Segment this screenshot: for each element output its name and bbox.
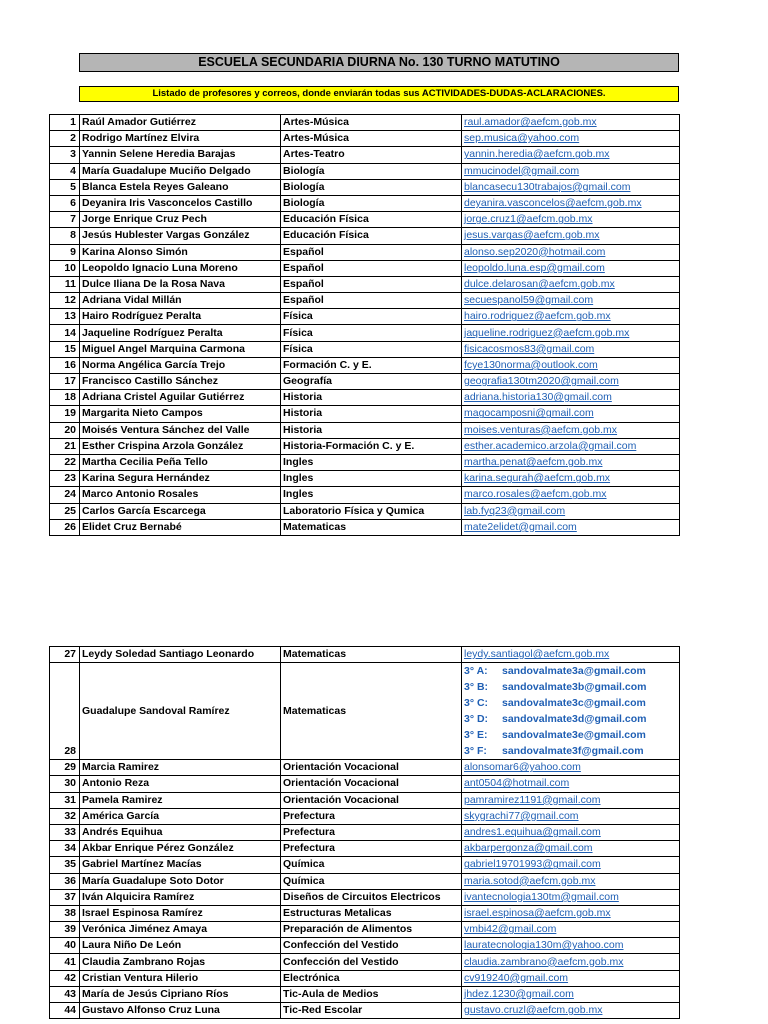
- email-link[interactable]: marco.rosales@aefcm.gob.mx: [464, 488, 607, 501]
- row-number: 22: [50, 454, 80, 470]
- email-link[interactable]: fisicacosmos83@gmail.com: [464, 342, 595, 355]
- group-email: sandovalmate3c@gmail.com: [502, 697, 646, 710]
- row-number: 7: [50, 212, 80, 228]
- row-number: 4: [50, 163, 80, 179]
- email-cell: [462, 487, 680, 503]
- subject: Artes-Teatro: [281, 147, 462, 163]
- email-link[interactable]: mmucinodel@gmail.com: [464, 164, 580, 177]
- table-row: [50, 857, 680, 873]
- subject: Historia: [281, 406, 462, 422]
- subject: Preparación de Alimentos: [281, 922, 462, 938]
- email-cell: [462, 195, 680, 211]
- teacher-name: Iván Alquicira Ramírez: [80, 889, 281, 905]
- email-cell: [462, 503, 680, 519]
- email-cell: [462, 792, 680, 808]
- table-row: [50, 309, 680, 325]
- email-line[interactable]: [464, 695, 677, 711]
- table-row: [50, 454, 680, 470]
- teacher-name: Adriana Cristel Aguilar Gutiérrez: [80, 390, 281, 406]
- email-cell: [462, 824, 680, 840]
- subject: Orientación Vocacional: [281, 760, 462, 776]
- email-link[interactable]: karina.segurah@aefcm.gob.mx: [464, 472, 611, 485]
- row-number: 44: [50, 1003, 80, 1019]
- row-number: 26: [50, 519, 80, 535]
- email-link[interactable]: mate2elidet@gmail.com: [464, 520, 577, 533]
- table-row: [50, 889, 680, 905]
- email-link[interactable]: hairo.rodriguez@aefcm.gob.mx: [464, 310, 611, 323]
- teacher-name: Martha Cecilia Peña Tello: [80, 454, 281, 470]
- teacher-name: Marcia Ramirez: [80, 760, 281, 776]
- email-link[interactable]: pamramirez1191@gmail.com: [464, 793, 601, 806]
- row-number: 25: [50, 503, 80, 519]
- subject: Biología: [281, 195, 462, 211]
- teacher-name: Karina Segura Hernández: [80, 471, 281, 487]
- group-label: 3° F:: [464, 745, 487, 758]
- subject: Confección del Vestido: [281, 938, 462, 954]
- email-cell: [462, 922, 680, 938]
- email-cell: [462, 276, 680, 292]
- document-title: ESCUELA SECUNDARIA DIURNA No. 130 TURNO MATUTINO: [79, 53, 679, 72]
- row-number: 39: [50, 922, 80, 938]
- table-row: [50, 374, 680, 390]
- group-label: 3° B:: [464, 681, 489, 694]
- email-cell: [462, 857, 680, 873]
- email-cell: [462, 519, 680, 535]
- table-row: [50, 776, 680, 792]
- email-link[interactable]: esther.academico.arzola@gmail.com: [464, 439, 637, 452]
- email-cell: [462, 212, 680, 228]
- table-row: [50, 471, 680, 487]
- teacher-name: Verónica Jiménez Amaya: [80, 922, 281, 938]
- email-link[interactable]: akbarpergonza@gmail.com: [464, 842, 593, 855]
- row-number: 38: [50, 905, 80, 921]
- row-number: 6: [50, 195, 80, 211]
- row-number: 29: [50, 760, 80, 776]
- row-number: 43: [50, 986, 80, 1002]
- subject: Historia: [281, 422, 462, 438]
- table-row: [50, 792, 680, 808]
- email-link[interactable]: jhdez.1230@gmail.com: [464, 987, 574, 1000]
- email-cell: [462, 760, 680, 776]
- subject: Español: [281, 260, 462, 276]
- table-row: [50, 163, 680, 179]
- email-link[interactable]: secuespanol59@gmail.com: [464, 294, 594, 307]
- email-cell: [462, 374, 680, 390]
- table-row: [50, 325, 680, 341]
- subject: Español: [281, 276, 462, 292]
- email-link[interactable]: gabriel19701993@gmail.com: [464, 858, 601, 871]
- email-cell: [462, 663, 680, 760]
- row-number: 9: [50, 244, 80, 260]
- teacher-name: Akbar Enrique Pérez González: [80, 841, 281, 857]
- subject: Confección del Vestido: [281, 954, 462, 970]
- teacher-name: María de Jesús Cipriano Ríos: [80, 986, 281, 1002]
- table-row: [50, 212, 680, 228]
- table-row: [50, 663, 680, 760]
- teacher-name: Cristian Ventura Hilerio: [80, 970, 281, 986]
- row-number: 24: [50, 487, 80, 503]
- subject: Matematicas: [281, 647, 462, 663]
- subject: Geografía: [281, 374, 462, 390]
- email-link[interactable]: leydy.santiagol@aefcm.gob.mx: [464, 648, 610, 661]
- teacher-name: Carlos García Escarcega: [80, 503, 281, 519]
- email-link[interactable]: adriana.historia130@gmail.com: [464, 391, 612, 404]
- email-link[interactable]: vmbi42@gmail.com: [464, 923, 557, 936]
- email-cell: [462, 309, 680, 325]
- email-link[interactable]: alonsomar6@yahoo.com: [464, 761, 581, 774]
- email-link[interactable]: magocamposni@gmail.com: [464, 407, 594, 420]
- table-row: [50, 647, 680, 663]
- email-cell: [462, 970, 680, 986]
- email-cell: [462, 115, 680, 131]
- email-cell: [462, 438, 680, 454]
- row-number: 33: [50, 824, 80, 840]
- table-row: [50, 503, 680, 519]
- subject: Prefectura: [281, 824, 462, 840]
- row-number: 21: [50, 438, 80, 454]
- row-number: 31: [50, 792, 80, 808]
- teacher-name: Gustavo Alfonso Cruz Luna: [80, 1003, 281, 1019]
- row-number: 20: [50, 422, 80, 438]
- teacher-name: María Guadalupe Soto Dotor: [80, 873, 281, 889]
- table-row: [50, 147, 680, 163]
- teacher-name: Miguel Angel Marquina Carmona: [80, 341, 281, 357]
- subject: Español: [281, 244, 462, 260]
- subject: Orientación Vocacional: [281, 792, 462, 808]
- row-number: 12: [50, 293, 80, 309]
- group-label: 3° A:: [464, 665, 488, 678]
- email-link[interactable]: lauratecnologia130m@yahoo.com: [464, 939, 624, 952]
- email-cell: [462, 889, 680, 905]
- row-number: 2: [50, 131, 80, 147]
- email-cell: [462, 163, 680, 179]
- table-row: [50, 760, 680, 776]
- teacher-name: Karina Alonso Simón: [80, 244, 281, 260]
- table-row: [50, 244, 680, 260]
- teacher-name: Margarita Nieto Campos: [80, 406, 281, 422]
- subject: Laboratorio Física y Qumica: [281, 503, 462, 519]
- table-row: [50, 179, 680, 195]
- table-row: [50, 438, 680, 454]
- email-link[interactable]: israel.espinosa@aefcm.gob.mx: [464, 906, 611, 919]
- email-cell: [462, 954, 680, 970]
- email-link[interactable]: alonso.sep2020@hotmail.com: [464, 245, 606, 258]
- table-row: [50, 406, 680, 422]
- table-row: [50, 922, 680, 938]
- table-row: [50, 487, 680, 503]
- table-row: [50, 422, 680, 438]
- email-link[interactable]: andres1.equihua@gmail.com: [464, 826, 601, 839]
- row-number: 16: [50, 357, 80, 373]
- email-cell: [462, 808, 680, 824]
- email-cell: [462, 1003, 680, 1019]
- subject: Química: [281, 873, 462, 889]
- teacher-name: Laura Niño De León: [80, 938, 281, 954]
- email-link[interactable]: martha.penat@aefcm.gob.mx: [464, 456, 603, 469]
- subject: Electrónica: [281, 970, 462, 986]
- email-line[interactable]: [464, 727, 677, 743]
- email-cell: [462, 873, 680, 889]
- table-row: [50, 808, 680, 824]
- document-subtitle: Listado de profesores y correos, donde enviarán todas sus ACTIVIDADES-DUDAS-ACLARACIONES.: [79, 86, 679, 102]
- subject: Orientación Vocacional: [281, 776, 462, 792]
- subject: Ingles: [281, 454, 462, 470]
- table-row: [50, 228, 680, 244]
- subject: Estructuras Metalicas: [281, 905, 462, 921]
- email-cell: [462, 841, 680, 857]
- teacher-name: Jorge Enrique Cruz Pech: [80, 212, 281, 228]
- row-number: 35: [50, 857, 80, 873]
- subject: Física: [281, 309, 462, 325]
- email-cell: [462, 293, 680, 309]
- subject: Prefectura: [281, 841, 462, 857]
- email-cell: [462, 244, 680, 260]
- email-cell: [462, 357, 680, 373]
- subject: Matematicas: [281, 663, 462, 760]
- group-email: sandovalmate3b@gmail.com: [502, 681, 647, 694]
- row-number: 40: [50, 938, 80, 954]
- table-row: [50, 115, 680, 131]
- group-label: 3° E:: [464, 729, 488, 742]
- teacher-name: Norma Angélica García Trejo: [80, 357, 281, 373]
- table-row: [50, 131, 680, 147]
- teacher-name: América García: [80, 808, 281, 824]
- email-line[interactable]: [464, 711, 677, 727]
- email-link[interactable]: raul.amador@aefcm.gob.mx: [464, 116, 597, 129]
- teacher-name: Andrés Equihua: [80, 824, 281, 840]
- row-number: 14: [50, 325, 80, 341]
- teacher-name: Jesús Hublester Vargas González: [80, 228, 281, 244]
- teacher-name: Deyanira Iris Vasconcelos Castillo: [80, 195, 281, 211]
- teacher-name: Francisco Castillo Sánchez: [80, 374, 281, 390]
- subject: Biología: [281, 163, 462, 179]
- row-number: 42: [50, 970, 80, 986]
- email-cell: [462, 147, 680, 163]
- table-row: [50, 841, 680, 857]
- teacher-name: Claudia Zambrano Rojas: [80, 954, 281, 970]
- email-cell: [462, 406, 680, 422]
- table-row: [50, 938, 680, 954]
- email-cell: [462, 471, 680, 487]
- subject: Español: [281, 293, 462, 309]
- email-cell: [462, 390, 680, 406]
- email-link[interactable]: maria.sotod@aefcm.gob.mx: [464, 874, 596, 887]
- subject: Ingles: [281, 487, 462, 503]
- teacher-name: Esther Crispina Arzola González: [80, 438, 281, 454]
- email-link[interactable]: skygrachi77@gmail.com: [464, 809, 579, 822]
- row-number: 32: [50, 808, 80, 824]
- email-link[interactable]: cv919240@gmail.com: [464, 971, 569, 984]
- subject: Tic-Red Escolar: [281, 1003, 462, 1019]
- teacher-name: Yannin Selene Heredia Barajas: [80, 147, 281, 163]
- subject: Diseños de Circuitos Electricos: [281, 889, 462, 905]
- email-cell: [462, 260, 680, 276]
- row-number: 41: [50, 954, 80, 970]
- table-row: [50, 293, 680, 309]
- subject: Física: [281, 325, 462, 341]
- email-link[interactable]: deyanira.vasconcelos@aefcm.gob.mx: [464, 197, 642, 210]
- teacher-name: Raúl Amador Gutiérrez: [80, 115, 281, 131]
- subject: Ingles: [281, 471, 462, 487]
- teacher-name: Adriana Vidal Millán: [80, 293, 281, 309]
- table-row: [50, 519, 680, 535]
- teacher-name: Leopoldo Ignacio Luna Moreno: [80, 260, 281, 276]
- subject: Física: [281, 341, 462, 357]
- row-number: 30: [50, 776, 80, 792]
- table-row: [50, 357, 680, 373]
- email-link[interactable]: gustavo.cruzl@aefcm.gob.mx: [464, 1004, 603, 1017]
- row-number: 3: [50, 147, 80, 163]
- teacher-name: Blanca Estela Reyes Galeano: [80, 179, 281, 195]
- teacher-name: Pamela Ramirez: [80, 792, 281, 808]
- email-cell: [462, 938, 680, 954]
- table-row: [50, 341, 680, 357]
- email-line[interactable]: [464, 679, 677, 695]
- subject: Educación Física: [281, 212, 462, 228]
- subject: Artes-Música: [281, 131, 462, 147]
- email-cell: [462, 905, 680, 921]
- email-link[interactable]: yannin.heredia@aefcm.gob.mx: [464, 148, 610, 161]
- email-cell: [462, 647, 680, 663]
- email-line[interactable]: [464, 743, 677, 759]
- table-row: [50, 954, 680, 970]
- email-link[interactable]: sep.musica@yahoo.com: [464, 132, 580, 145]
- teacher-name: Moisés Ventura Sánchez del Valle: [80, 422, 281, 438]
- table-row: [50, 276, 680, 292]
- row-number: 23: [50, 471, 80, 487]
- teacher-name: Israel Espinosa Ramírez: [80, 905, 281, 921]
- group-email: sandovalmate3d@gmail.com: [502, 713, 647, 726]
- subject: Historia: [281, 390, 462, 406]
- teacher-name: Elidet Cruz Bernabé: [80, 519, 281, 535]
- group-email: sandovalmate3f@gmail.com: [502, 745, 644, 758]
- table-row: [50, 260, 680, 276]
- subject: Química: [281, 857, 462, 873]
- row-number: 19: [50, 406, 80, 422]
- email-link[interactable]: leopoldo.luna.esp@gmail.com: [464, 261, 605, 274]
- row-number: 10: [50, 260, 80, 276]
- table-row: [50, 986, 680, 1002]
- table-row: [50, 905, 680, 921]
- row-number: 11: [50, 276, 80, 292]
- row-number: 27: [50, 647, 80, 663]
- email-cell: [462, 454, 680, 470]
- teachers-table-2: [49, 646, 680, 1019]
- table-row: [50, 970, 680, 986]
- group-label: 3° D:: [464, 713, 489, 726]
- teacher-name: Guadalupe Sandoval Ramírez: [80, 663, 281, 760]
- row-number: 37: [50, 889, 80, 905]
- email-link[interactable]: jaqueline.rodriguez@aefcm.gob.mx: [464, 326, 630, 339]
- subject: Matematicas: [281, 519, 462, 535]
- row-number: 1: [50, 115, 80, 131]
- table-row: [50, 1003, 680, 1019]
- subject: Tic-Aula de Medios: [281, 986, 462, 1002]
- row-number: 13: [50, 309, 80, 325]
- group-email: sandovalmate3a@gmail.com: [502, 665, 646, 678]
- table-row: [50, 195, 680, 211]
- email-link[interactable]: fcye130norma@outlook.com: [464, 358, 598, 371]
- row-number: 5: [50, 179, 80, 195]
- teacher-name: Hairo Rodríguez Peralta: [80, 309, 281, 325]
- table-row: [50, 390, 680, 406]
- email-link[interactable]: jorge.cruz1@aefcm.gob.mx: [464, 213, 593, 226]
- email-link[interactable]: lab.fyq23@gmail.com: [464, 504, 566, 517]
- row-number: 28: [50, 663, 80, 760]
- group-label: 3° C:: [464, 697, 489, 710]
- email-cell: [462, 131, 680, 147]
- teacher-name: Rodrigo Martínez Elvira: [80, 131, 281, 147]
- subject: Educación Física: [281, 228, 462, 244]
- email-cell: [462, 422, 680, 438]
- email-link[interactable]: geografia130tm2020@gmail.com: [464, 375, 619, 388]
- email-cell: [462, 341, 680, 357]
- email-cell: [462, 325, 680, 341]
- email-cell: [462, 776, 680, 792]
- row-number: 8: [50, 228, 80, 244]
- email-line[interactable]: [464, 663, 677, 679]
- subject: Historia-Formación C. y E.: [281, 438, 462, 454]
- email-link[interactable]: moises.venturas@aefcm.gob.mx: [464, 423, 618, 436]
- group-email: sandovalmate3e@gmail.com: [502, 729, 646, 742]
- email-link[interactable]: ant0504@hotmail.com: [464, 777, 570, 790]
- row-number: 15: [50, 341, 80, 357]
- email-link[interactable]: ivantecnologia130tm@gmail.com: [464, 890, 619, 903]
- subject: Prefectura: [281, 808, 462, 824]
- subject: Formación C. y E.: [281, 357, 462, 373]
- table-row: [50, 873, 680, 889]
- row-number: 36: [50, 873, 80, 889]
- teacher-name: Antonio Reza: [80, 776, 281, 792]
- teacher-name: Gabriel Martínez Macías: [80, 857, 281, 873]
- email-cell: [462, 228, 680, 244]
- teacher-name: Leydy Soledad Santiago Leonardo: [80, 647, 281, 663]
- teacher-name: Dulce Iliana De la Rosa Nava: [80, 276, 281, 292]
- teacher-name: Jaqueline Rodríguez Peralta: [80, 325, 281, 341]
- row-number: 17: [50, 374, 80, 390]
- email-link[interactable]: jesus.vargas@aefcm.gob.mx: [464, 229, 600, 242]
- table-row: [50, 824, 680, 840]
- row-number: 34: [50, 841, 80, 857]
- row-number: 18: [50, 390, 80, 406]
- email-cell: [462, 179, 680, 195]
- teacher-name: María Guadalupe Muciño Delgado: [80, 163, 281, 179]
- email-link[interactable]: claudia.zambrano@aefcm.gob.mx: [464, 955, 624, 968]
- teacher-name: Marco Antonio Rosales: [80, 487, 281, 503]
- email-cell: [462, 986, 680, 1002]
- subject: Artes-Música: [281, 115, 462, 131]
- subject: Biología: [281, 179, 462, 195]
- teachers-table-1: [49, 114, 680, 536]
- email-link[interactable]: dulce.delarosan@aefcm.gob.mx: [464, 277, 615, 290]
- email-link[interactable]: blancasecu130trabajos@gmail.com: [464, 180, 631, 193]
